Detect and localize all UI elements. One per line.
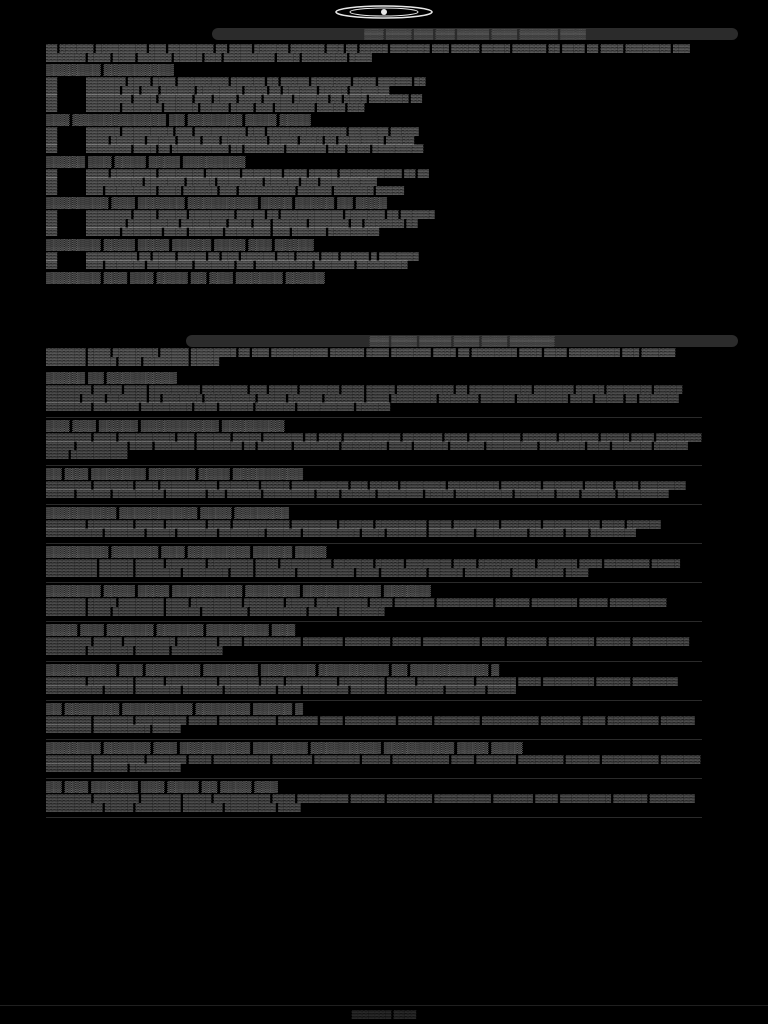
- item-bullet: ▒▒: [46, 127, 58, 136]
- item-bullet: ▒▒: [46, 168, 58, 178]
- item-bullet: ▒▒: [46, 210, 58, 219]
- item-bullet: ▒▒: [46, 218, 58, 228]
- faq-answer: ▒▒▒▒▒▒▒▒ ▒▒▒▒▒ ▒▒▒▒ ▒▒▒▒▒▒▒▒▒ ▒▒▒▒▒▒▒▒ ▒▒▒ ▒▒▒▒▒ ▒▒▒▒▒▒▒ ▒▒▒▒ ▒▒▒▒▒ ▒▒▒▒▒▒▒▒▒▒ ▒▒ ▒▒▒▒▒▒▒▒▒▒▒ ▒▒▒▒▒▒▒ ▒▒▒▒▒ ▒▒▒▒▒▒▒▒ ▒▒▒▒▒ ▒▒▒▒▒▒ ▒▒▒▒ ▒▒▒▒▒▒▒ ▒▒ ▒▒▒▒▒▒▒ ▒▒▒▒▒▒▒▒▒ ▒▒▒▒▒ ▒▒▒▒▒▒ ▒▒▒▒▒▒▒ ▒▒▒▒ ▒▒▒▒▒▒▒▒ ▒▒▒▒▒▒▒ ▒▒▒▒▒▒ ▒▒▒▒▒▒▒▒▒ ▒▒▒▒ ▒▒▒▒▒ ▒▒ ▒▒▒▒▒▒▒ ▒▒▒▒▒▒▒▒ ▒▒▒▒▒▒▒▒ ▒▒▒▒▒▒▒▒▒ ▒▒▒▒ ▒▒▒▒▒▒ ▒▒▒▒▒▒▒ ▒▒▒▒▒▒▒▒▒▒ ▒▒▒▒▒▒: [46, 385, 683, 412]
- item-text: ▒▒▒▒▒▒ ▒▒▒ ▒▒▒ ▒▒▒▒▒▒ ▒▒▒▒▒▒▒▒ ▒▒▒▒ ▒▒ ▒▒▒▒▒▒ ▒▒▒▒▒ ▒▒▒▒▒▒▒: [86, 85, 390, 95]
- circular-emblem-icon: [332, 4, 436, 20]
- faq-question[interactable]: ▒▒▒▒▒▒▒ ▒▒▒▒▒▒ ▒▒▒ ▒▒▒▒▒▒▒▒▒ ▒▒▒▒▒▒▒ ▒▒▒▒▒▒▒▒▒ ▒▒▒▒▒▒▒▒▒ ▒▒▒▒ ▒▒▒▒: [46, 741, 523, 754]
- faq-question[interactable]: ▒▒ ▒▒▒ ▒▒▒▒▒▒▒ ▒▒▒▒▒▒ ▒▒▒▒ ▒▒▒▒▒▒▒▒▒: [46, 467, 303, 480]
- list-item: [46, 228, 696, 237]
- faq-answer: ▒▒▒▒▒▒▒▒▒ ▒▒▒▒▒▒ ▒▒▒▒▒ ▒▒▒▒▒▒▒ ▒▒▒▒▒▒▒▒ ▒▒▒▒ ▒▒▒▒▒▒▒▒▒ ▒▒▒▒▒▒▒ ▒▒▒▒▒ ▒▒▒▒▒▒▒▒ ▒▒▒▒ ▒▒▒▒▒▒▒▒▒▒ ▒▒▒▒▒▒▒ ▒▒▒▒ ▒▒▒▒▒▒▒▒ ▒▒▒▒▒ ▒▒▒▒▒▒▒▒▒ ▒▒▒▒▒▒ ▒▒▒▒▒▒▒▒ ▒▒▒▒▒▒▒▒ ▒▒▒▒ ▒▒▒▒▒▒▒ ▒▒▒▒▒▒▒▒▒▒ ▒▒▒▒ ▒▒▒▒▒▒▒▒ ▒▒▒▒▒▒ ▒▒▒▒▒▒▒▒ ▒▒▒▒▒▒▒▒▒ ▒▒▒▒: [46, 558, 681, 577]
- item-bullet: ▒▒: [46, 260, 58, 269]
- faq-question[interactable]: ▒▒▒▒▒ ▒▒ ▒▒▒▒▒▒▒▒▒: [46, 372, 177, 384]
- item-text: ▒▒▒▒▒▒▒▒ ▒▒▒▒ ▒▒▒▒▒▒ ▒▒▒ ▒▒▒▒ ▒▒▒▒ ▒▒▒▒▒ ▒▒▒▒▒▒ ▒▒ ▒▒▒▒ ▒▒▒▒▒▒▒ ▒▒: [86, 94, 423, 103]
- faq-question[interactable]: ▒▒ ▒▒▒ ▒▒▒▒▒▒ ▒▒▒ ▒▒▒▒ ▒▒ ▒▒▒▒ ▒▒▒: [46, 781, 278, 794]
- group-heading: ▒▒▒▒▒ ▒▒▒ ▒▒▒▒ ▒▒▒▒ ▒▒▒▒▒▒▒▒: [46, 155, 246, 168]
- item-bullet: ▒▒: [46, 77, 58, 86]
- faq-question[interactable]: ▒▒▒▒▒▒▒ ▒▒▒▒ ▒▒▒▒ ▒▒▒▒▒▒▒▒▒ ▒▒▒▒▒▒▒ ▒▒▒▒▒▒▒▒▒▒ ▒▒▒▒▒▒: [46, 585, 431, 598]
- faq-section: [46, 348, 702, 1003]
- list-item: [46, 145, 696, 154]
- faq-answer: ▒▒▒▒▒▒▒▒ ▒▒▒▒▒▒▒▒▒ ▒▒▒▒▒▒▒ ▒▒▒▒ ▒▒▒▒▒▒▒▒▒▒ ▒▒▒▒▒▒▒ ▒▒▒▒▒▒▒▒ ▒▒▒▒▒ ▒▒▒▒▒▒▒▒▒▒ ▒▒▒▒ ▒▒▒▒▒▒▒ ▒▒▒▒▒▒▒▒ ▒▒▒▒▒▒ ▒▒▒▒▒▒▒▒▒▒ ▒▒▒▒▒▒▒ ▒▒▒▒▒▒▒▒ ▒▒▒▒▒▒ ▒▒▒▒▒▒▒▒▒: [46, 754, 701, 773]
- item-text: ▒▒▒▒▒▒ ▒▒▒▒▒▒▒▒▒ ▒▒▒ ▒▒▒▒▒▒▒▒▒ ▒▒▒ ▒▒▒▒▒▒▒▒▒▒▒▒▒▒ ▒▒▒▒▒▒▒ ▒▒▒▒▒: [86, 127, 419, 136]
- footer-divider: [0, 1005, 768, 1006]
- announcement-pill[interactable]: ▒▒▒ ▒▒▒▒ ▒▒▒ ▒▒▒ ▒▒▒▒▒ ▒▒▒▒ ▒▒▒▒▒▒ ▒▒▒▒: [212, 28, 738, 40]
- faq-question[interactable]: ▒▒▒▒▒▒▒▒▒ ▒▒▒ ▒▒▒▒▒▒▒ ▒▒▒▒▒▒▒ ▒▒▒▒▒▒▒ ▒▒▒▒▒▒▒▒▒ ▒▒ ▒▒▒▒▒▒▒▒▒▒ ▒: [46, 663, 500, 676]
- group-heading: ▒▒▒▒▒▒▒▒ ▒▒▒ ▒▒▒▒▒▒ ▒▒▒▒▒▒▒▒▒ ▒▒▒▒ ▒▒▒▒▒ ▒▒ ▒▒▒▒: [46, 197, 387, 209]
- item-text: ▒▒▒▒▒▒▒▒▒ ▒▒ ▒▒▒▒ ▒▒▒▒▒ ▒▒ ▒▒▒ ▒▒▒▒▒▒ ▒▒▒ ▒▒▒▒ ▒▒▒ ▒▒▒▒▒ ▒ ▒▒▒▒▒▒▒: [86, 251, 419, 261]
- item-text: ▒▒▒▒▒▒▒ ▒▒▒▒ ▒▒▒▒ ▒▒▒▒▒▒▒▒▒ ▒▒▒▒▒▒ ▒▒ ▒▒▒▒▒ ▒▒▒▒▒▒▒ ▒▒▒▒ ▒▒▒▒▒▒ ▒▒: [86, 77, 426, 86]
- faq-answer: ▒▒▒▒▒▒▒▒ ▒▒▒▒▒▒▒ ▒▒▒▒▒▒▒▒▒ ▒▒▒▒▒ ▒▒▒▒▒▒▒▒▒▒ ▒▒▒▒▒▒▒ ▒▒▒▒ ▒▒▒▒▒▒▒▒▒ ▒▒▒▒▒▒ ▒▒▒▒▒▒▒▒ ▒▒▒▒▒▒▒▒▒▒ ▒▒▒▒▒▒▒ ▒▒▒▒ ▒▒▒▒▒▒▒▒▒ ▒▒▒▒▒▒ ▒▒▒▒▒▒▒▒ ▒▒▒▒▒▒▒▒▒▒ ▒▒▒▒▒: [46, 715, 695, 734]
- item-text: ▒▒▒▒▒▒▒▒ ▒▒▒▒ ▒▒ ▒▒▒▒▒▒▒▒▒▒ ▒▒ ▒▒▒▒▒▒▒ ▒▒▒▒▒▒▒ ▒▒▒ ▒▒▒▒ ▒▒▒▒▒▒▒▒▒: [86, 144, 424, 153]
- faq-answer: ▒▒▒▒▒▒▒▒ ▒▒▒▒▒▒▒▒ ▒▒▒▒▒▒▒ ▒▒▒▒▒ ▒▒▒▒▒▒▒▒▒▒ ▒▒▒▒ ▒▒▒▒▒▒▒▒▒ ▒▒▒▒▒▒ ▒▒▒▒▒▒▒▒ ▒▒▒▒▒▒▒▒▒▒ ▒▒▒▒▒▒▒ ▒▒▒▒ ▒▒▒▒▒▒▒▒▒ ▒▒▒▒▒▒ ▒▒▒▒▒▒▒▒ ▒▒▒▒▒▒▒▒▒▒ ▒▒▒▒▒ ▒▒▒▒▒▒▒▒ ▒▒▒▒▒▒▒ ▒▒▒▒▒▒▒▒▒ ▒▒▒▒: [46, 794, 695, 812]
- item-text: ▒▒▒▒▒▒ ▒▒▒▒▒▒▒ ▒▒▒▒ ▒▒▒▒▒▒ ▒▒▒▒▒▒▒▒ ▒▒▒ ▒▒▒▒▒▒ ▒▒▒▒▒▒▒▒▒: [86, 227, 380, 236]
- faq-card[interactable]: [46, 466, 702, 505]
- intro-paragraph: ▒▒ ▒▒▒▒▒▒ ▒▒▒▒▒▒▒▒▒ ▒▒▒ ▒▒▒▒▒▒▒▒ ▒▒ ▒▒▒▒ ▒▒▒▒▒▒ ▒▒▒▒▒▒ ▒▒▒ ▒▒ ▒▒▒▒▒ ▒▒▒▒▒▒▒ ▒▒▒ ▒▒▒▒▒ ▒▒▒▒▒ ▒▒▒▒▒▒ ▒▒ ▒▒▒▒ ▒▒ ▒▒▒▒ ▒▒▒▒▒▒▒▒ ▒▒▒ ▒▒▒▒▒▒▒ ▒▒▒▒ ▒▒▒▒ ▒▒▒▒▒▒ ▒▒▒▒▒ ▒▒▒ ▒▒▒▒▒▒▒▒▒ ▒▒▒▒ ▒▒▒▒▒▒▒▒ ▒▒▒▒: [46, 44, 691, 62]
- section-divider-pill[interactable]: ▒▒▒ ▒▒▒▒ ▒▒▒▒▒ ▒▒▒▒ ▒▒▒▒ ▒▒▒▒▒▒▒: [186, 335, 738, 347]
- item-text: ▒▒▒▒▒▒▒▒ ▒▒▒▒ ▒▒▒▒▒ ▒▒▒▒▒▒▒▒ ▒▒▒▒▒ ▒▒ ▒▒▒▒▒▒▒▒▒▒▒ ▒▒▒▒▒▒▒ ▒▒ ▒▒▒▒▒▒: [86, 210, 435, 219]
- faq-card[interactable]: [46, 418, 702, 466]
- item-text: ▒▒▒▒▒▒▒▒▒▒ ▒▒▒▒▒▒▒ ▒▒▒▒▒ ▒▒▒▒▒▒▒▒ ▒▒▒▒▒▒ ▒▒▒ ▒▒▒▒▒▒▒▒▒▒: [86, 177, 378, 186]
- faq-card[interactable]: [46, 740, 702, 779]
- faq-answer: ▒▒▒▒▒▒▒ ▒▒▒▒▒ ▒▒▒▒▒▒▒▒ ▒▒▒▒ ▒▒▒▒▒▒▒▒▒ ▒▒▒▒▒▒▒ ▒▒▒▒▒ ▒▒▒▒▒▒▒▒▒ ▒▒▒▒ ▒▒▒▒▒▒▒ ▒▒▒▒▒▒▒▒▒▒ ▒▒▒▒▒▒ ▒▒▒▒▒▒▒▒ ▒▒▒▒▒ ▒▒▒▒▒▒▒▒▒▒ ▒▒▒▒▒▒▒ ▒▒▒▒ ▒▒▒▒▒▒▒▒▒ ▒▒▒▒▒▒ ▒▒▒▒▒▒▒▒ ▒▒▒▒▒▒▒▒▒▒ ▒▒▒▒▒ ▒▒▒▒▒▒▒▒: [46, 598, 667, 616]
- faq-answer: ▒▒▒▒▒▒▒ ▒▒▒▒▒▒▒▒ ▒▒▒▒▒ ▒▒▒▒▒▒▒▒▒ ▒▒▒▒▒▒▒ ▒▒▒▒ ▒▒▒▒▒▒▒▒▒ ▒▒▒▒▒▒▒▒ ▒▒▒▒▒ ▒▒▒▒▒▒▒▒▒▒ ▒▒▒▒▒▒▒ ▒▒▒▒ ▒▒▒▒▒▒▒▒▒ ▒▒▒▒▒▒ ▒▒▒▒▒▒▒▒ ▒▒▒▒▒▒▒▒▒▒ ▒▒▒▒▒ ▒▒▒▒▒▒▒▒ ▒▒▒▒▒▒▒ ▒▒▒▒▒▒▒▒▒ ▒▒▒▒ ▒▒▒▒▒▒▒▒ ▒▒▒▒▒▒ ▒▒▒▒▒▒▒▒▒▒ ▒▒▒▒▒▒▒ ▒▒▒▒▒: [46, 676, 678, 695]
- faq-card[interactable]: [46, 701, 702, 740]
- faq-question[interactable]: ▒▒▒ ▒▒▒ ▒▒▒▒▒ ▒▒▒▒▒▒▒▒▒▒ ▒▒▒▒▒▒▒▒: [46, 419, 285, 432]
- faq-card[interactable]: [46, 779, 702, 818]
- faq-answer: ▒▒▒▒▒▒▒▒ ▒▒▒▒ ▒▒▒▒▒▒▒▒▒▒ ▒▒▒ ▒▒▒▒▒▒ ▒▒▒▒▒ ▒▒▒▒▒▒▒ ▒▒ ▒▒▒▒ ▒▒▒▒▒▒▒▒▒▒ ▒▒▒▒▒▒▒ ▒▒▒▒ ▒▒▒▒▒▒▒▒▒ ▒▒▒▒▒▒ ▒▒▒▒▒▒▒ ▒▒▒▒▒ ▒▒▒▒ ▒▒▒▒▒▒▒▒ ▒▒▒▒▒ ▒▒▒▒▒▒▒▒▒ ▒▒▒▒ ▒▒▒▒▒▒▒ ▒▒▒▒▒▒▒▒ ▒▒ ▒▒▒▒▒▒ ▒▒▒▒▒▒▒▒ ▒▒▒▒▒▒▒▒ ▒▒▒▒ ▒▒▒▒▒▒ ▒▒▒▒▒▒ ▒▒▒▒▒▒▒▒▒ ▒▒▒▒▒▒▒▒ ▒▒▒▒ ▒▒▒▒▒▒▒ ▒▒▒▒▒▒ ▒▒▒▒ ▒▒▒▒▒▒▒▒▒▒: [46, 432, 702, 459]
- item-bullet: ▒▒: [46, 227, 58, 236]
- faq-card[interactable]: [46, 370, 702, 418]
- faq-card[interactable]: [46, 544, 702, 583]
- list-item: [46, 104, 696, 113]
- list-item: [46, 261, 696, 270]
- group-heading: ▒▒▒▒▒▒▒ ▒▒▒ ▒▒▒ ▒▒▒▒ ▒▒ ▒▒▒ ▒▒▒▒▒▒ ▒▒▒▒▒: [46, 271, 325, 284]
- faq-card[interactable]: [46, 583, 702, 622]
- list-item: [46, 187, 696, 196]
- feature-list-section: [46, 44, 696, 332]
- item-bullet: ▒▒: [46, 135, 58, 145]
- faq-question[interactable]: ▒▒▒▒▒▒▒▒▒ ▒▒▒▒▒▒▒▒▒▒ ▒▒▒▒ ▒▒▒▒▒▒▒: [46, 506, 289, 519]
- item-bullet: ▒▒: [46, 94, 58, 103]
- faq-card[interactable]: [46, 662, 702, 701]
- group-heading: ▒▒▒ ▒▒▒▒▒▒▒▒▒▒▒▒ ▒▒ ▒▒▒▒▒▒▒ ▒▒▒▒ ▒▒▒▒: [46, 114, 311, 126]
- group-heading: ▒▒▒▒▒▒▒ ▒▒▒▒ ▒▒▒▒ ▒▒▒▒▒ ▒▒▒▒ ▒▒▒ ▒▒▒▒▒: [46, 238, 314, 251]
- item-bullet: ▒▒: [46, 102, 58, 112]
- item-text: ▒▒▒ ▒▒▒▒▒▒▒▒▒ ▒▒▒▒ ▒▒▒▒▒▒ ▒▒▒ ▒▒▒▒▒▒▒▒▒▒ ▒▒▒▒▒▒ ▒▒▒▒▒▒▒ ▒▒▒▒▒: [86, 185, 405, 195]
- item-text: ▒▒▒ ▒▒▒▒▒▒▒ ▒▒▒▒▒▒▒▒ ▒▒▒▒▒▒▒ ▒▒▒ ▒▒▒▒▒▒▒▒▒▒ ▒▒▒▒▒▒▒ ▒▒▒▒▒▒▒▒▒: [86, 260, 408, 269]
- item-bullet: ▒▒: [46, 85, 58, 95]
- faq-answer: ▒▒▒▒▒▒▒▒ ▒▒▒▒▒ ▒▒▒▒▒▒▒▒▒ ▒▒▒▒▒▒▒ ▒▒▒▒ ▒▒▒▒▒▒▒▒▒▒ ▒▒▒▒▒▒▒ ▒▒▒▒▒▒▒▒ ▒▒▒▒▒ ▒▒▒▒▒▒▒▒▒▒ ▒▒▒▒ ▒▒▒▒▒▒▒ ▒▒▒▒▒▒▒▒ ▒▒▒▒▒▒ ▒▒▒▒▒▒▒▒▒▒ ▒▒▒▒▒▒▒ ▒▒▒▒▒▒▒▒ ▒▒▒▒▒▒ ▒▒▒▒▒▒▒▒▒: [46, 637, 690, 655]
- faq-question[interactable]: ▒▒▒▒▒▒▒▒ ▒▒▒▒▒▒ ▒▒▒ ▒▒▒▒▒▒▒▒ ▒▒▒▒▒ ▒▒▒▒: [46, 545, 327, 558]
- item-text: ▒▒▒▒ ▒▒▒▒▒▒ ▒▒▒▒▒ ▒▒▒▒ ▒▒▒ ▒▒▒▒▒▒▒▒ ▒▒▒▒▒ ▒▒▒▒ ▒▒ ▒▒▒▒▒▒▒▒ ▒▒▒▒▒: [86, 135, 415, 145]
- faq-question[interactable]: ▒▒▒▒ ▒▒▒ ▒▒▒▒▒▒ ▒▒▒▒▒▒ ▒▒▒▒▒▒▒▒ ▒▒▒: [46, 624, 296, 637]
- feature-groups: [46, 64, 696, 285]
- item-bullet: ▒▒: [46, 251, 58, 261]
- item-bullet: ▒▒: [46, 185, 58, 195]
- item-text: ▒▒▒▒▒▒▒ ▒▒▒▒▒▒▒▒▒ ▒▒▒▒▒▒▒▒ ▒▒▒▒ ▒▒▒ ▒▒▒▒▒▒ ▒▒▒▒▒▒▒ ▒▒ ▒▒▒▒▒▒▒ ▒▒: [86, 218, 418, 228]
- logo[interactable]: [332, 4, 436, 20]
- faq-list: [46, 370, 702, 818]
- item-bullet: ▒▒: [46, 144, 58, 153]
- faq-answer: ▒▒▒▒▒▒▒▒ ▒▒▒▒▒▒▒ ▒▒▒▒ ▒▒▒▒▒▒▒▒▒▒ ▒▒▒▒▒▒▒ ▒▒▒▒▒ ▒▒▒▒▒▒▒▒▒▒ ▒▒▒ ▒▒▒▒▒ ▒▒▒▒▒▒▒▒ ▒▒▒▒▒▒▒▒▒ ▒▒▒▒▒▒▒ ▒▒▒▒▒▒▒ ▒▒▒▒▒ ▒▒▒▒ ▒▒▒▒▒▒▒▒ ▒▒▒▒▒ ▒▒▒▒▒▒ ▒▒▒▒▒▒▒▒▒ ▒▒▒▒▒▒▒ ▒▒▒ ▒▒▒▒▒▒ ▒▒▒▒▒▒▒▒▒ ▒▒▒▒ ▒▒▒▒▒▒ ▒▒▒▒▒▒▒▒ ▒▒▒▒▒ ▒▒▒▒▒▒▒▒▒▒ ▒▒▒▒▒▒▒ ▒▒▒▒ ▒▒▒▒▒▒ ▒▒▒▒▒▒▒▒▒: [46, 480, 686, 499]
- item-text: ▒▒▒▒▒▒ ▒▒▒▒▒▒▒ ▒▒▒▒▒▒ ▒▒▒▒▒ ▒▒▒▒ ▒▒▒ ▒▒▒▒▒▒▒ ▒▒▒▒▒ ▒▒▒: [86, 102, 365, 112]
- faq-answer: ▒▒▒▒▒▒▒ ▒▒▒▒▒▒▒▒ ▒▒▒▒▒ ▒▒▒▒▒▒▒ ▒▒▒▒ ▒▒▒▒▒▒▒▒▒▒ ▒▒▒▒▒▒▒▒ ▒▒▒▒▒▒ ▒▒▒▒▒▒▒▒▒ ▒▒▒▒ ▒▒▒▒▒▒▒▒ ▒▒▒▒▒▒▒ ▒▒▒▒▒▒▒▒▒▒ ▒▒▒▒ ▒▒▒▒▒▒ ▒▒▒▒▒▒▒▒▒▒ ▒▒▒▒▒▒▒ ▒▒▒▒▒ ▒▒▒▒▒▒▒ ▒▒▒▒▒▒▒▒ ▒▒▒▒▒▒ ▒▒▒▒▒▒▒▒▒▒ ▒▒▒▒ ▒▒▒▒▒▒▒ ▒▒▒▒▒▒▒▒ ▒▒▒▒▒▒▒▒▒ ▒▒▒▒▒▒ ▒▒▒▒ ▒▒▒▒▒▒▒▒: [46, 519, 661, 538]
- group-heading: ▒▒▒▒▒▒▒ ▒▒▒▒▒▒▒▒▒: [46, 64, 174, 76]
- faq-intro: ▒▒▒▒▒▒▒ ▒▒▒▒ ▒▒▒▒▒▒▒▒ ▒▒▒▒▒ ▒▒▒▒▒▒▒▒ ▒▒ ▒▒▒ ▒▒▒▒▒▒▒▒▒▒ ▒▒▒▒▒▒ ▒▒▒▒ ▒▒▒▒▒▒▒ ▒▒▒▒ ▒▒ ▒▒▒▒▒▒▒▒ ▒▒▒▒ ▒▒▒▒ ▒▒▒▒▒▒▒▒▒ ▒▒▒ ▒▒▒▒▒▒ ▒▒▒▒▒▒▒ ▒▒▒▒▒ ▒▒▒▒ ▒▒▒▒▒▒▒▒ ▒▒▒▒▒: [46, 348, 676, 366]
- faq-question[interactable]: ▒▒ ▒▒▒▒▒▒▒ ▒▒▒▒▒▒▒▒▒ ▒▒▒▒▒▒▒ ▒▒▒▒▒ ▒: [46, 702, 303, 715]
- footer-text[interactable]: ▒▒▒▒▒▒▒ ▒▒▒▒: [351, 1010, 417, 1019]
- faq-card[interactable]: [46, 505, 702, 544]
- faq-card[interactable]: [46, 622, 702, 661]
- item-bullet: ▒▒: [46, 177, 58, 186]
- item-text: ▒▒▒▒ ▒▒▒▒▒▒▒▒ ▒▒▒▒▒▒▒▒ ▒▒▒▒▒▒ ▒▒▒▒▒▒▒ ▒▒▒▒ ▒▒▒▒▒ ▒▒▒▒▒▒▒▒▒▒▒ ▒▒ ▒▒: [86, 168, 430, 178]
